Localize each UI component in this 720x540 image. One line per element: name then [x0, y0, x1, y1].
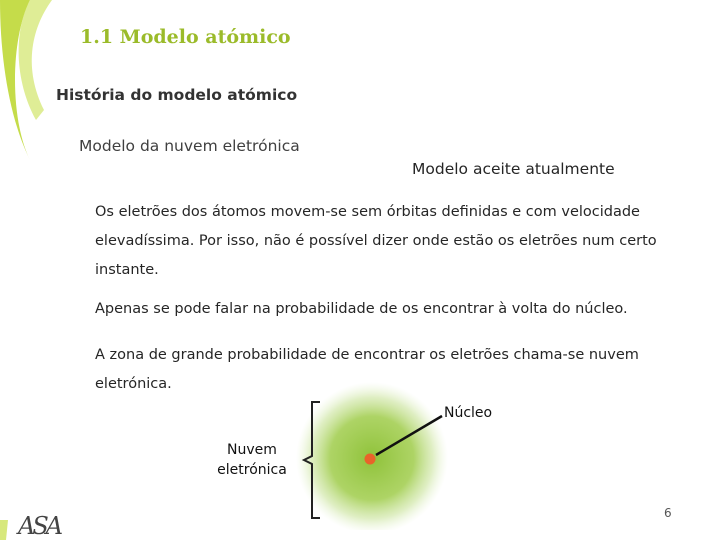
model-current-label: Modelo aceite atualmente — [412, 160, 615, 178]
decorative-arc — [0, 0, 80, 540]
model-heading: Modelo da nuvem eletrónica — [79, 137, 300, 155]
slide-title: 1.1 Modelo atómico — [80, 26, 291, 48]
paragraph-cloud-definition: A zona de grande probabilidade de encontrar os eletrões chama-se nuvem eletrónica. — [95, 347, 639, 392]
cloud-label: Nuvem eletrónica — [217, 442, 287, 478]
nucleus-label: Núcleo — [444, 405, 493, 421]
paragraph-electrons-motion: Os eletrões dos átomos movem-se sem órbitas definidas e com velocidade elevadíssima. Por isso, não é possível dizer onde estão os eletrões num certo instante. — [95, 204, 657, 278]
slide-subtitle: História do modelo atómico — [56, 86, 298, 104]
page-number: 6 — [664, 506, 672, 520]
nucleus-dot — [365, 454, 376, 465]
electron-cloud-diagram — [290, 380, 470, 530]
paragraph-probability: Apenas se pode falar na probabilidade de os encontrar à volta do núcleo. — [95, 301, 628, 317]
publisher-logo: ASA — [18, 512, 61, 540]
